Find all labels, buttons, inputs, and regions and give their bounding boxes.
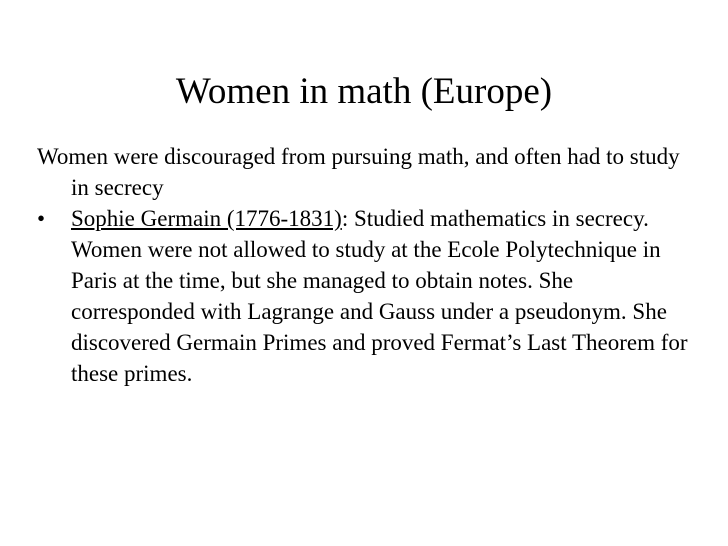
sophie-germain-link[interactable]: Sophie Germain (1776-1831)	[71, 206, 342, 231]
slide-body	[37, 141, 697, 389]
slide-title: Women in math (Europe)	[175, 71, 553, 112]
bullet-item	[37, 203, 697, 389]
intro-paragraph: Women were discouraged from pursuing math, and often had to study in secrecy	[37, 144, 680, 200]
bullet-text: : Studied mathematics in secrecy. Women were not allowed to study at the Ecole Polytechnique in Paris at the time, but she managed to obtain notes. She corresponded with Lagrange and Gauss under a pseudonym. She discovered Germain Primes and proved Fermat’s Last Theorem for these primes.	[71, 206, 688, 386]
bullet-icon: •	[37, 206, 46, 231]
